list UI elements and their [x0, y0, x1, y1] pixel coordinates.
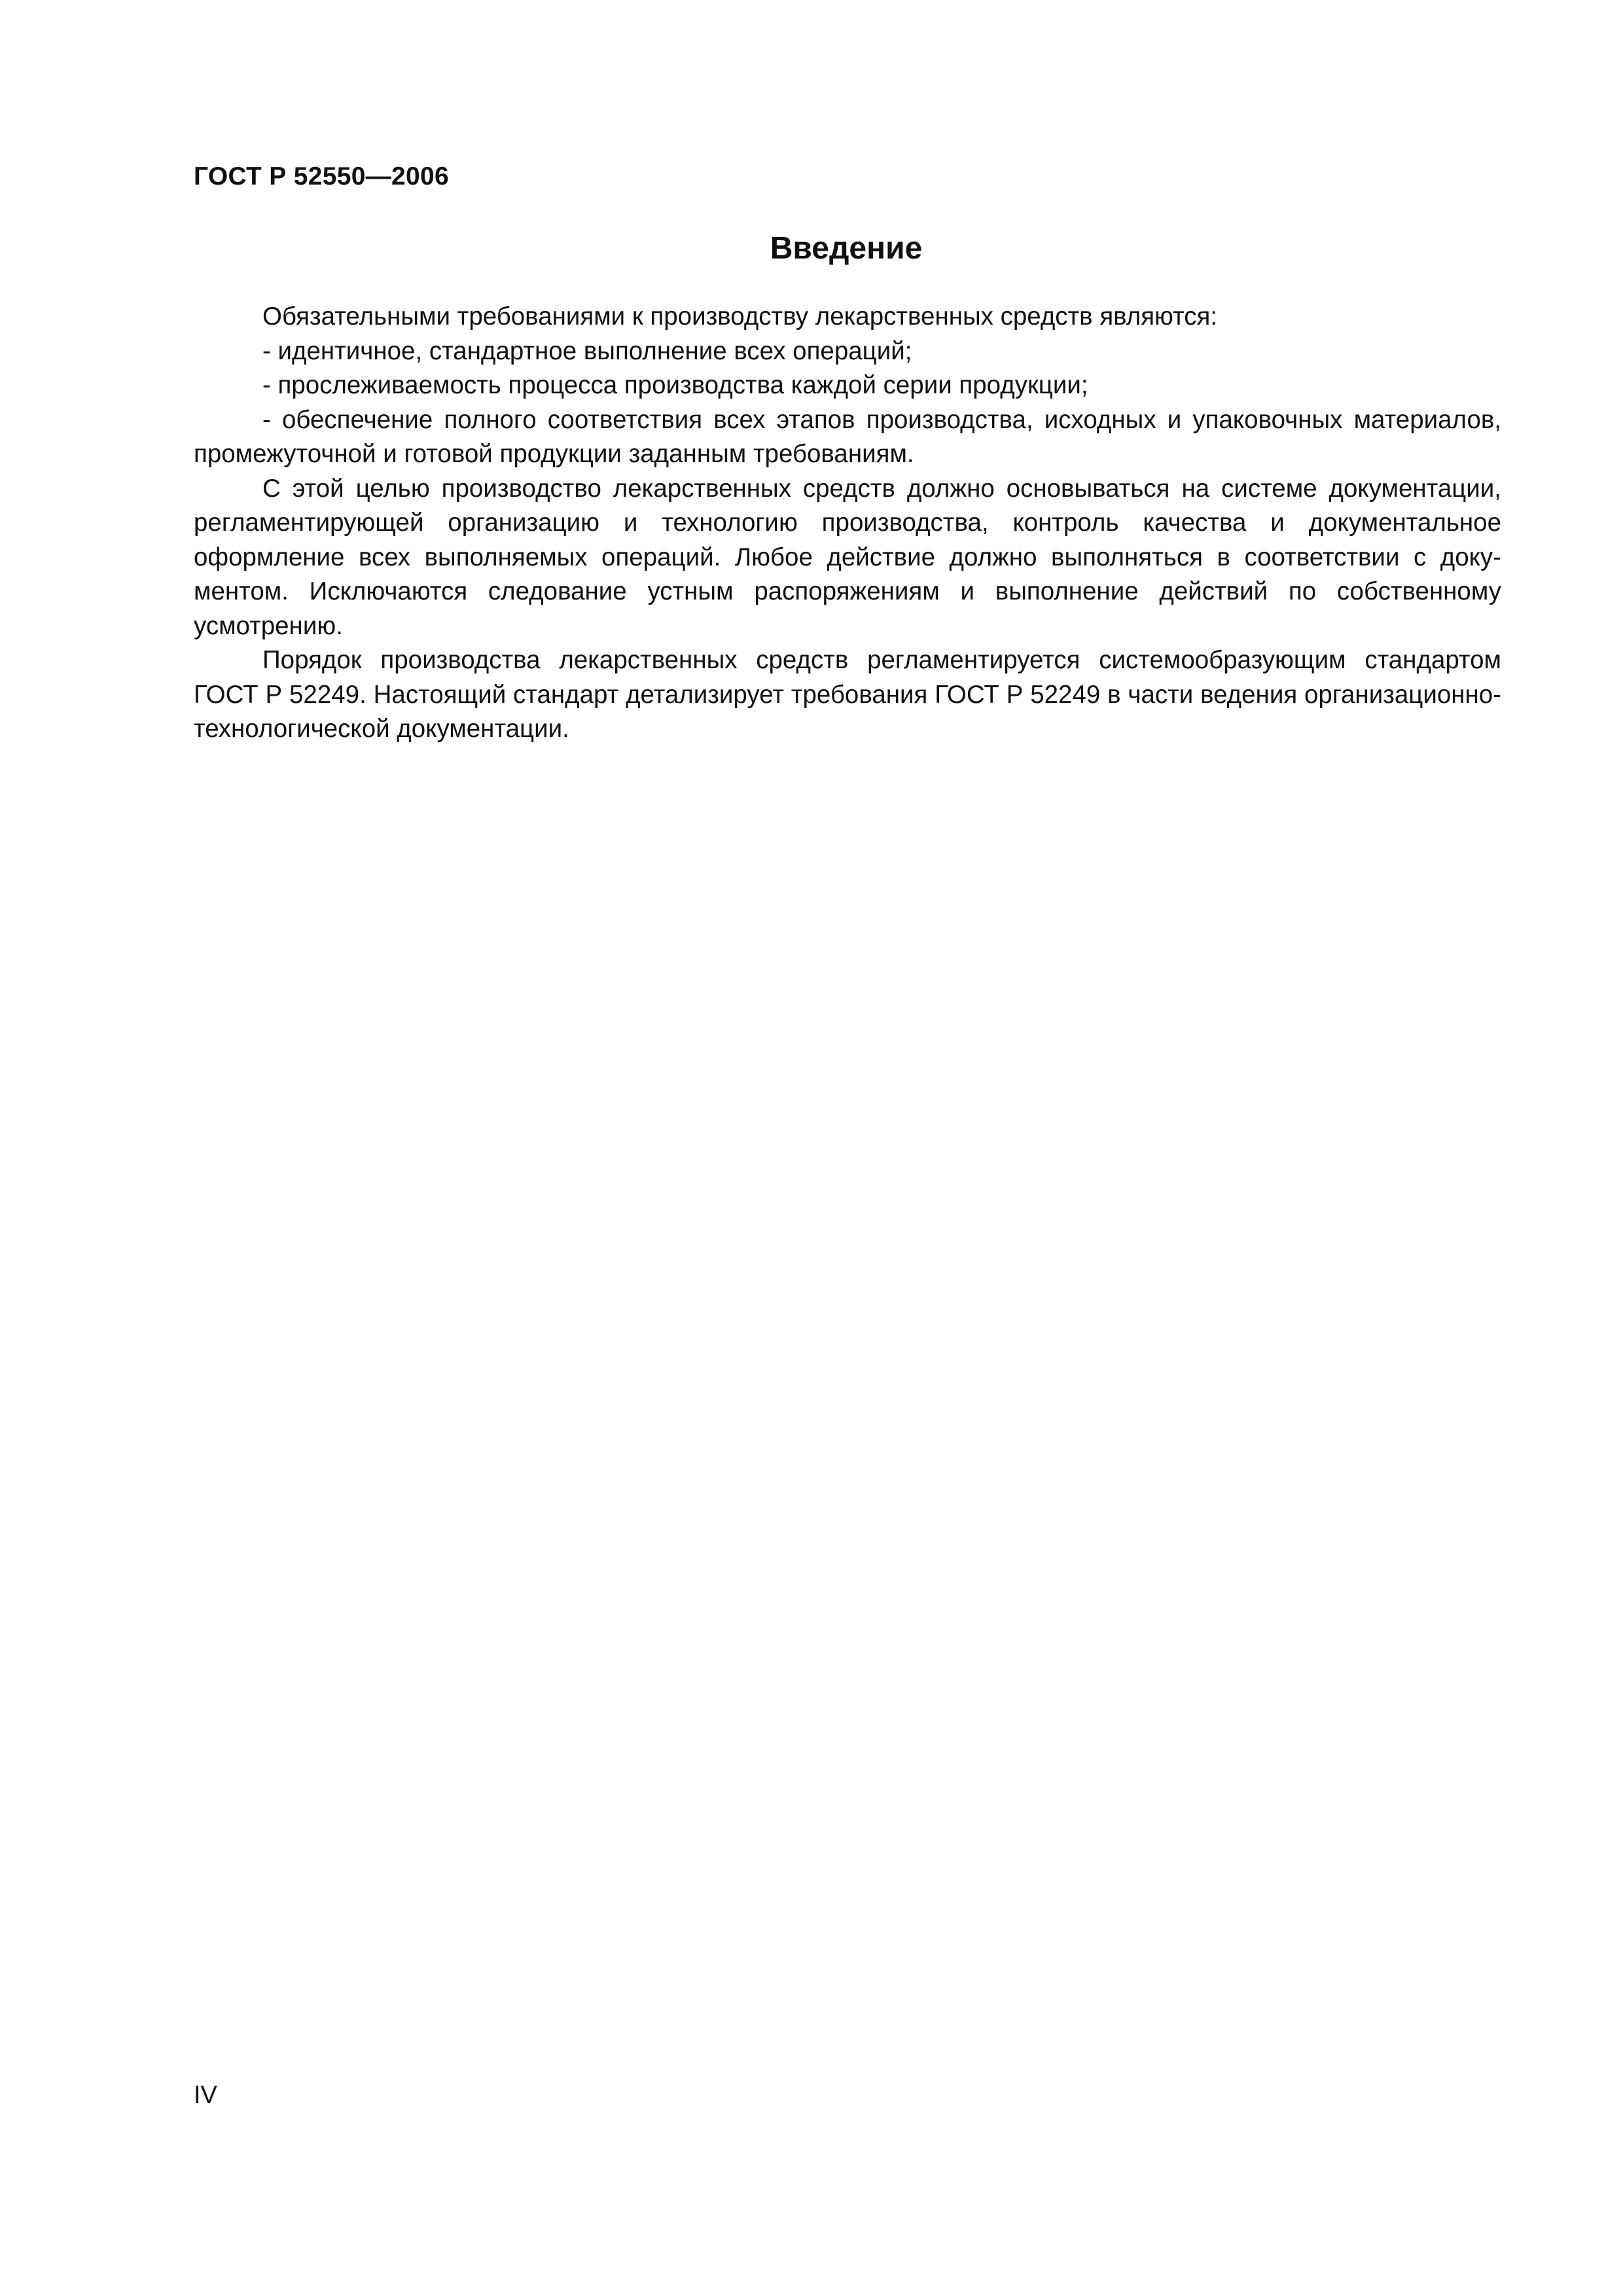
document-code: ГОСТ Р 52550—2006: [194, 162, 449, 190]
section-title: Введение: [770, 231, 923, 266]
list-item: - идентичное, стандартное выполнение всех операций;: [262, 336, 912, 365]
page-number: IV: [194, 2081, 217, 2109]
paragraph: С этой целью производство лекарственных средств должно основываться на системе документации, регламентирующей организацию и технологию производства, контроль качества и документальное оформление всех выполняемых операций. Любое действие должно выполняться в соответствии с документом. Исключаются следование устным распоряжениям и выполнение действий по собственному усмотрению.: [194, 474, 1501, 640]
introduction-body: [194, 300, 1501, 747]
list-item: - обеспечение полного соответствия всех этапов производства, исходных и упаковочных материалов, промежуточной и готовой продукции заданным требованиям.: [194, 405, 1501, 468]
paragraph: Порядок производства лекарственных средств регламентируется системообразующим стандартом ГОСТ Р 52249. Настоящий стандарт детализирует требования ГОСТ Р 52249 в части ведения организационно-технологической документации.: [194, 646, 1501, 743]
list-item: - прослеживаемость процесса производства каждой серии продукции;: [262, 371, 1088, 399]
paragraph: Обязательными требованиями к производству лекарственных средств являются:: [262, 302, 1218, 331]
